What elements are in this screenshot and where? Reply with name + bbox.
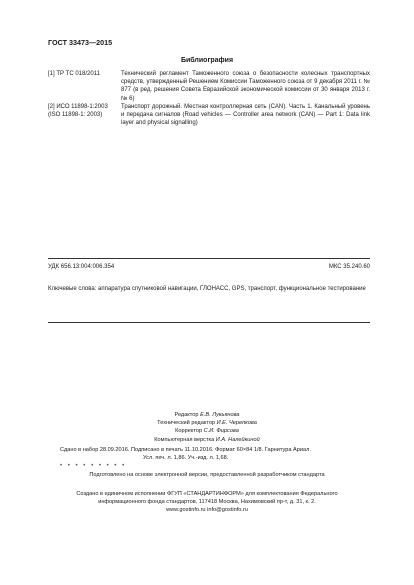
publisher-line: информационного фонда стандартов, 117418 Москва, Нахимовский пр-т, д. 31, к. 2. xyxy=(98,499,316,506)
udk-code: УДК 656.13:004:006.354 xyxy=(48,264,115,270)
keywords: Ключевые слова: аппаратура спутниковой навигации, ГЛОНАСС, GPS, транспорт, функциональное тестирование xyxy=(48,286,366,292)
credit-role: Компьютерная верстка xyxy=(154,436,215,443)
credits-block xyxy=(0,411,414,444)
divider-top xyxy=(48,258,370,259)
digital-note: Подготовлено на основе электронной версии, предоставленной разработчиком стандарта xyxy=(89,472,325,478)
credit-name: С.И. Фирсова xyxy=(203,428,239,435)
mks-code: МКС 35.240.60 xyxy=(328,264,370,270)
bibliography-ref: [2] ИСО 11898-1:2003 (ISO 11898-1: 2003) xyxy=(48,104,108,119)
credit-name: И.Е. Черепкова xyxy=(216,420,257,427)
bibliography-title: Библиография xyxy=(180,57,234,64)
publisher-line: Создано в единичном исполнении ФГУП «СТАНДАРТИНФОРМ» для комплектования Федерального xyxy=(76,491,338,497)
credit-role: Технический редактор xyxy=(157,420,216,427)
bibliography-text: Транспорт дорожный. Местная контроллерная сеть (CAN). Часть 1. Канальный уровень и передача сигналов (Road vehicles — Controller area network (CAN) — Part 1: Data link layer and physical signalling) xyxy=(121,104,370,127)
separator-dots: • • • • • • • • • xyxy=(60,463,127,469)
standard-code-header: ГОСТ 33473—2015 xyxy=(48,38,113,47)
credit-layout xyxy=(0,436,414,444)
publisher-contacts: www.gostinfo.ru info@gostinfo.ru xyxy=(166,507,248,514)
publisher-block xyxy=(0,490,414,515)
imprint-sheets: Усл. печ. л. 1,86. Уч.-изд. л. 1,68. xyxy=(143,455,229,461)
credit-proofreader xyxy=(0,427,414,435)
credit-role: Редактор xyxy=(174,412,199,418)
divider-bottom xyxy=(48,322,370,323)
bibliography-entry xyxy=(48,70,370,103)
credit-name: Е.В. Лукьянова xyxy=(200,412,240,418)
credit-role: Корректор xyxy=(175,428,203,435)
bibliography-ref: [1] ТР ТС 018/2011 xyxy=(48,71,100,77)
bibliography-entry xyxy=(48,103,370,128)
imprint-line: Сдано в набор 28.09.2016. Подписано в печать 11.10.2016. Формат 60×84 1/8. Гарнитура Ариал. xyxy=(60,447,311,453)
credit-name: И.А. Налейкиной xyxy=(215,436,260,443)
bibliography-text: Технический регламент Таможенного союза о безопасности колесных транспортных средств, утвержденный Решением Комиссии Таможенного союза от 9 декабря 2011 г. № 877 (в ред. решения Совета Евразийской экономической комиссии от 30 января 2013 г. № 6) xyxy=(121,71,370,102)
credit-tech-editor xyxy=(0,419,414,427)
credit-editor xyxy=(0,411,414,419)
